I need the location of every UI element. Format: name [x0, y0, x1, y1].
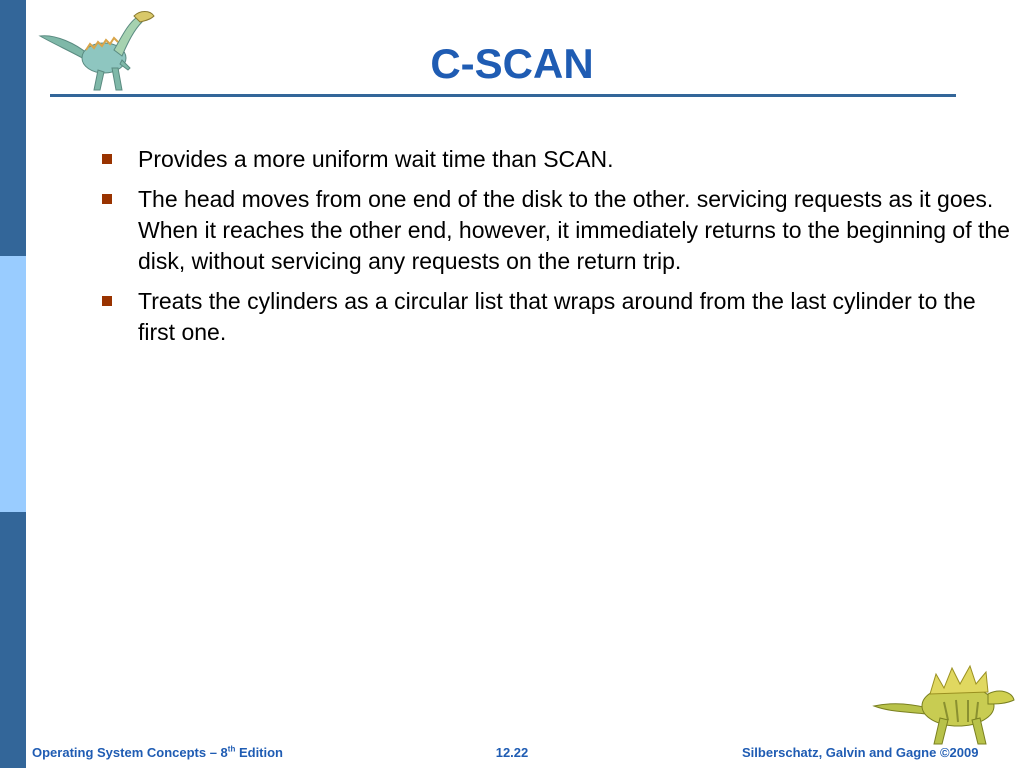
- footer-book-edition-text: Edition: [235, 745, 284, 760]
- bullet-text: Provides a more uniform wait time than SCAN.: [138, 146, 614, 172]
- sidebar-stripe-middle: [0, 256, 26, 512]
- list-item: [100, 184, 1017, 277]
- footer-book-edition-superscript: th: [227, 744, 236, 754]
- bullet-square-icon: [102, 194, 112, 204]
- title-divider: [50, 94, 956, 97]
- page-number: 12.22: [495, 745, 529, 760]
- bullet-list: [100, 144, 1017, 357]
- footer-copyright: Silberschatz, Galvin and Gagne ©2009: [742, 745, 979, 760]
- list-item: [100, 286, 1010, 348]
- bullet-text: The head moves from one end of the disk to the other. servicing requests as it goes. When it reaches the other end, however, it immediately returns to the beginning of the disk, without servicing any requests on the return trip.: [138, 186, 1017, 274]
- page-title: C-SCAN: [430, 40, 594, 87]
- bullet-square-icon: [102, 154, 112, 164]
- dinosaur-icon: [868, 654, 1018, 750]
- sidebar-stripe-bottom: [0, 512, 26, 768]
- footer-book-title-text: Operating System Concepts – 8: [32, 745, 228, 760]
- bullet-square-icon: [102, 296, 112, 306]
- dinosaur-icon: [36, 6, 158, 96]
- sidebar-stripe-top: [0, 0, 26, 256]
- bullet-text: Treats the cylinders as a circular list that wraps around from the last cylinder to the first one.: [138, 288, 976, 345]
- list-item: [100, 144, 1010, 175]
- footer-book-title: [32, 744, 283, 762]
